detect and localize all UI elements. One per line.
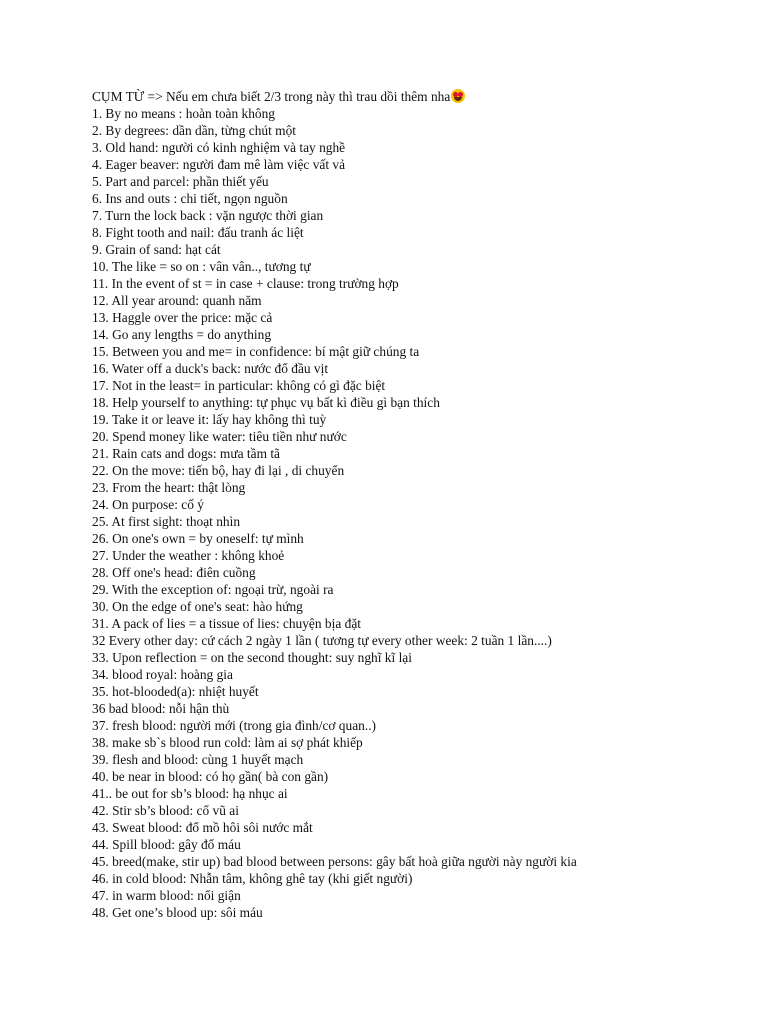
list-item: 8. Fight tooth and nail: đấu tranh ác liệt — [92, 225, 304, 240]
list-item: 47. in warm blood: nổi giận — [92, 888, 241, 903]
list-item: 5. Part and parcel: phần thiết yếu — [92, 174, 269, 189]
list-item: 48. Get one’s blood up: sôi máu — [92, 905, 263, 920]
list-item: 40. be near in blood: có họ gần( bà con gần) — [92, 769, 329, 784]
list-item: 11. In the event of st = in case + clause: trong trường hợp — [92, 276, 399, 291]
list-item: 23. From the heart: thật lòng — [92, 480, 246, 495]
list-item: 46. in cold blood: Nhẫn tâm, không ghê tay (khi giết người) — [92, 871, 413, 886]
list-item: 17. Not in the least= in particular: không có gì đặc biệt — [92, 378, 386, 393]
list-item: 12. All year around: quanh năm — [92, 293, 262, 308]
list-item: 10. The like = so on : vân vân.., tương tự — [92, 259, 311, 274]
list-item: 25. At first sight: thoạt nhìn — [92, 514, 241, 529]
document-heading — [92, 88, 752, 105]
list-item: 32 Every other day: cứ cách 2 ngày 1 lần ( tương tự every other week: 2 tuần 1 lần....) — [92, 633, 552, 648]
heading-text: CỤM TỪ => Nếu em chưa biết 2/3 trong này thì trau dồi thêm nha — [92, 89, 451, 104]
list-item: 34. blood royal: hoàng gia — [92, 667, 233, 682]
list-item: 39. flesh and blood: cùng 1 huyết mạch — [92, 752, 304, 767]
list-item: 30. On the edge of one's seat: hào hứng — [92, 599, 303, 614]
list-item: 16. Water off a duck's back: nước đổ đầu vịt — [92, 361, 329, 376]
list-item: 44. Spill blood: gây đổ máu — [92, 837, 241, 852]
list-item: 36 bad blood: nỗi hận thù — [92, 701, 230, 716]
list-item: 31. A pack of lies = a tissue of lies: chuyện bịa đặt — [92, 616, 361, 631]
heart-eyes-emoji-icon — [451, 89, 465, 103]
list-item: 19. Take it or leave it: lấy hay không thì tuỳ — [92, 412, 327, 427]
list-item: 13. Haggle over the price: mặc cả — [92, 310, 273, 325]
list-item: 45. breed(make, stir up) bad blood between persons: gây bất hoà giữa người này người kia — [92, 854, 577, 869]
list-item: 2. By degrees: dần dần, từng chút một — [92, 123, 296, 138]
list-item: 4. Eager beaver: người đam mê làm việc vất vả — [92, 157, 346, 172]
list-item: 33. Upon reflection = on the second thought: suy nghĩ kĩ lại — [92, 650, 412, 665]
list-item: 37. fresh blood: người mới (trong gia đình/cơ quan..) — [92, 718, 376, 733]
list-item: 7. Turn the lock back : vặn ngược thời gian — [92, 208, 324, 223]
list-item: 6. Ins and outs : chi tiết, ngọn nguồn — [92, 191, 288, 206]
list-item: 35. hot-blooded(a): nhiệt huyết — [92, 684, 259, 699]
list-item: 3. Old hand: người có kinh nghiệm và tay nghề — [92, 140, 346, 155]
list-item: 20. Spend money like water: tiêu tiền như nước — [92, 429, 347, 444]
list-item: 21. Rain cats and dogs: mưa tầm tã — [92, 446, 280, 461]
list-item: 29. With the exception of: ngoại trừ, ngoài ra — [92, 582, 334, 597]
document-body — [92, 88, 752, 921]
list-item: 1. By no means : hoàn toàn không — [92, 106, 275, 121]
list-item: 28. Off one's head: điên cuồng — [92, 565, 256, 580]
list-item: 15. Between you and me= in confidence: bí mật giữ chúng ta — [92, 344, 420, 359]
list-item: 24. On purpose: cố ý — [92, 497, 204, 512]
list-item: 22. On the move: tiến bộ, hay đi lại , di chuyển — [92, 463, 345, 478]
list-item: 27. Under the weather : không khoẻ — [92, 548, 285, 563]
list-item: 38. make sb`s blood run cold: làm ai sợ phát khiếp — [92, 735, 363, 750]
list-item: 26. On one's own = by oneself: tự mình — [92, 531, 304, 546]
list-item: 18. Help yourself to anything: tự phục vụ bất kì điều gì bạn thích — [92, 395, 440, 410]
phrase-list — [92, 105, 752, 921]
list-item: 41.. be out for sb’s blood: hạ nhục ai — [92, 786, 288, 801]
list-item: 9. Grain of sand: hạt cát — [92, 242, 221, 257]
list-item: 42. Stir sb’s blood: cổ vũ ai — [92, 803, 239, 818]
list-item: 43. Sweat blood: đổ mồ hôi sôi nước mắt — [92, 820, 313, 835]
list-item: 14. Go any lengths = do anything — [92, 327, 272, 342]
